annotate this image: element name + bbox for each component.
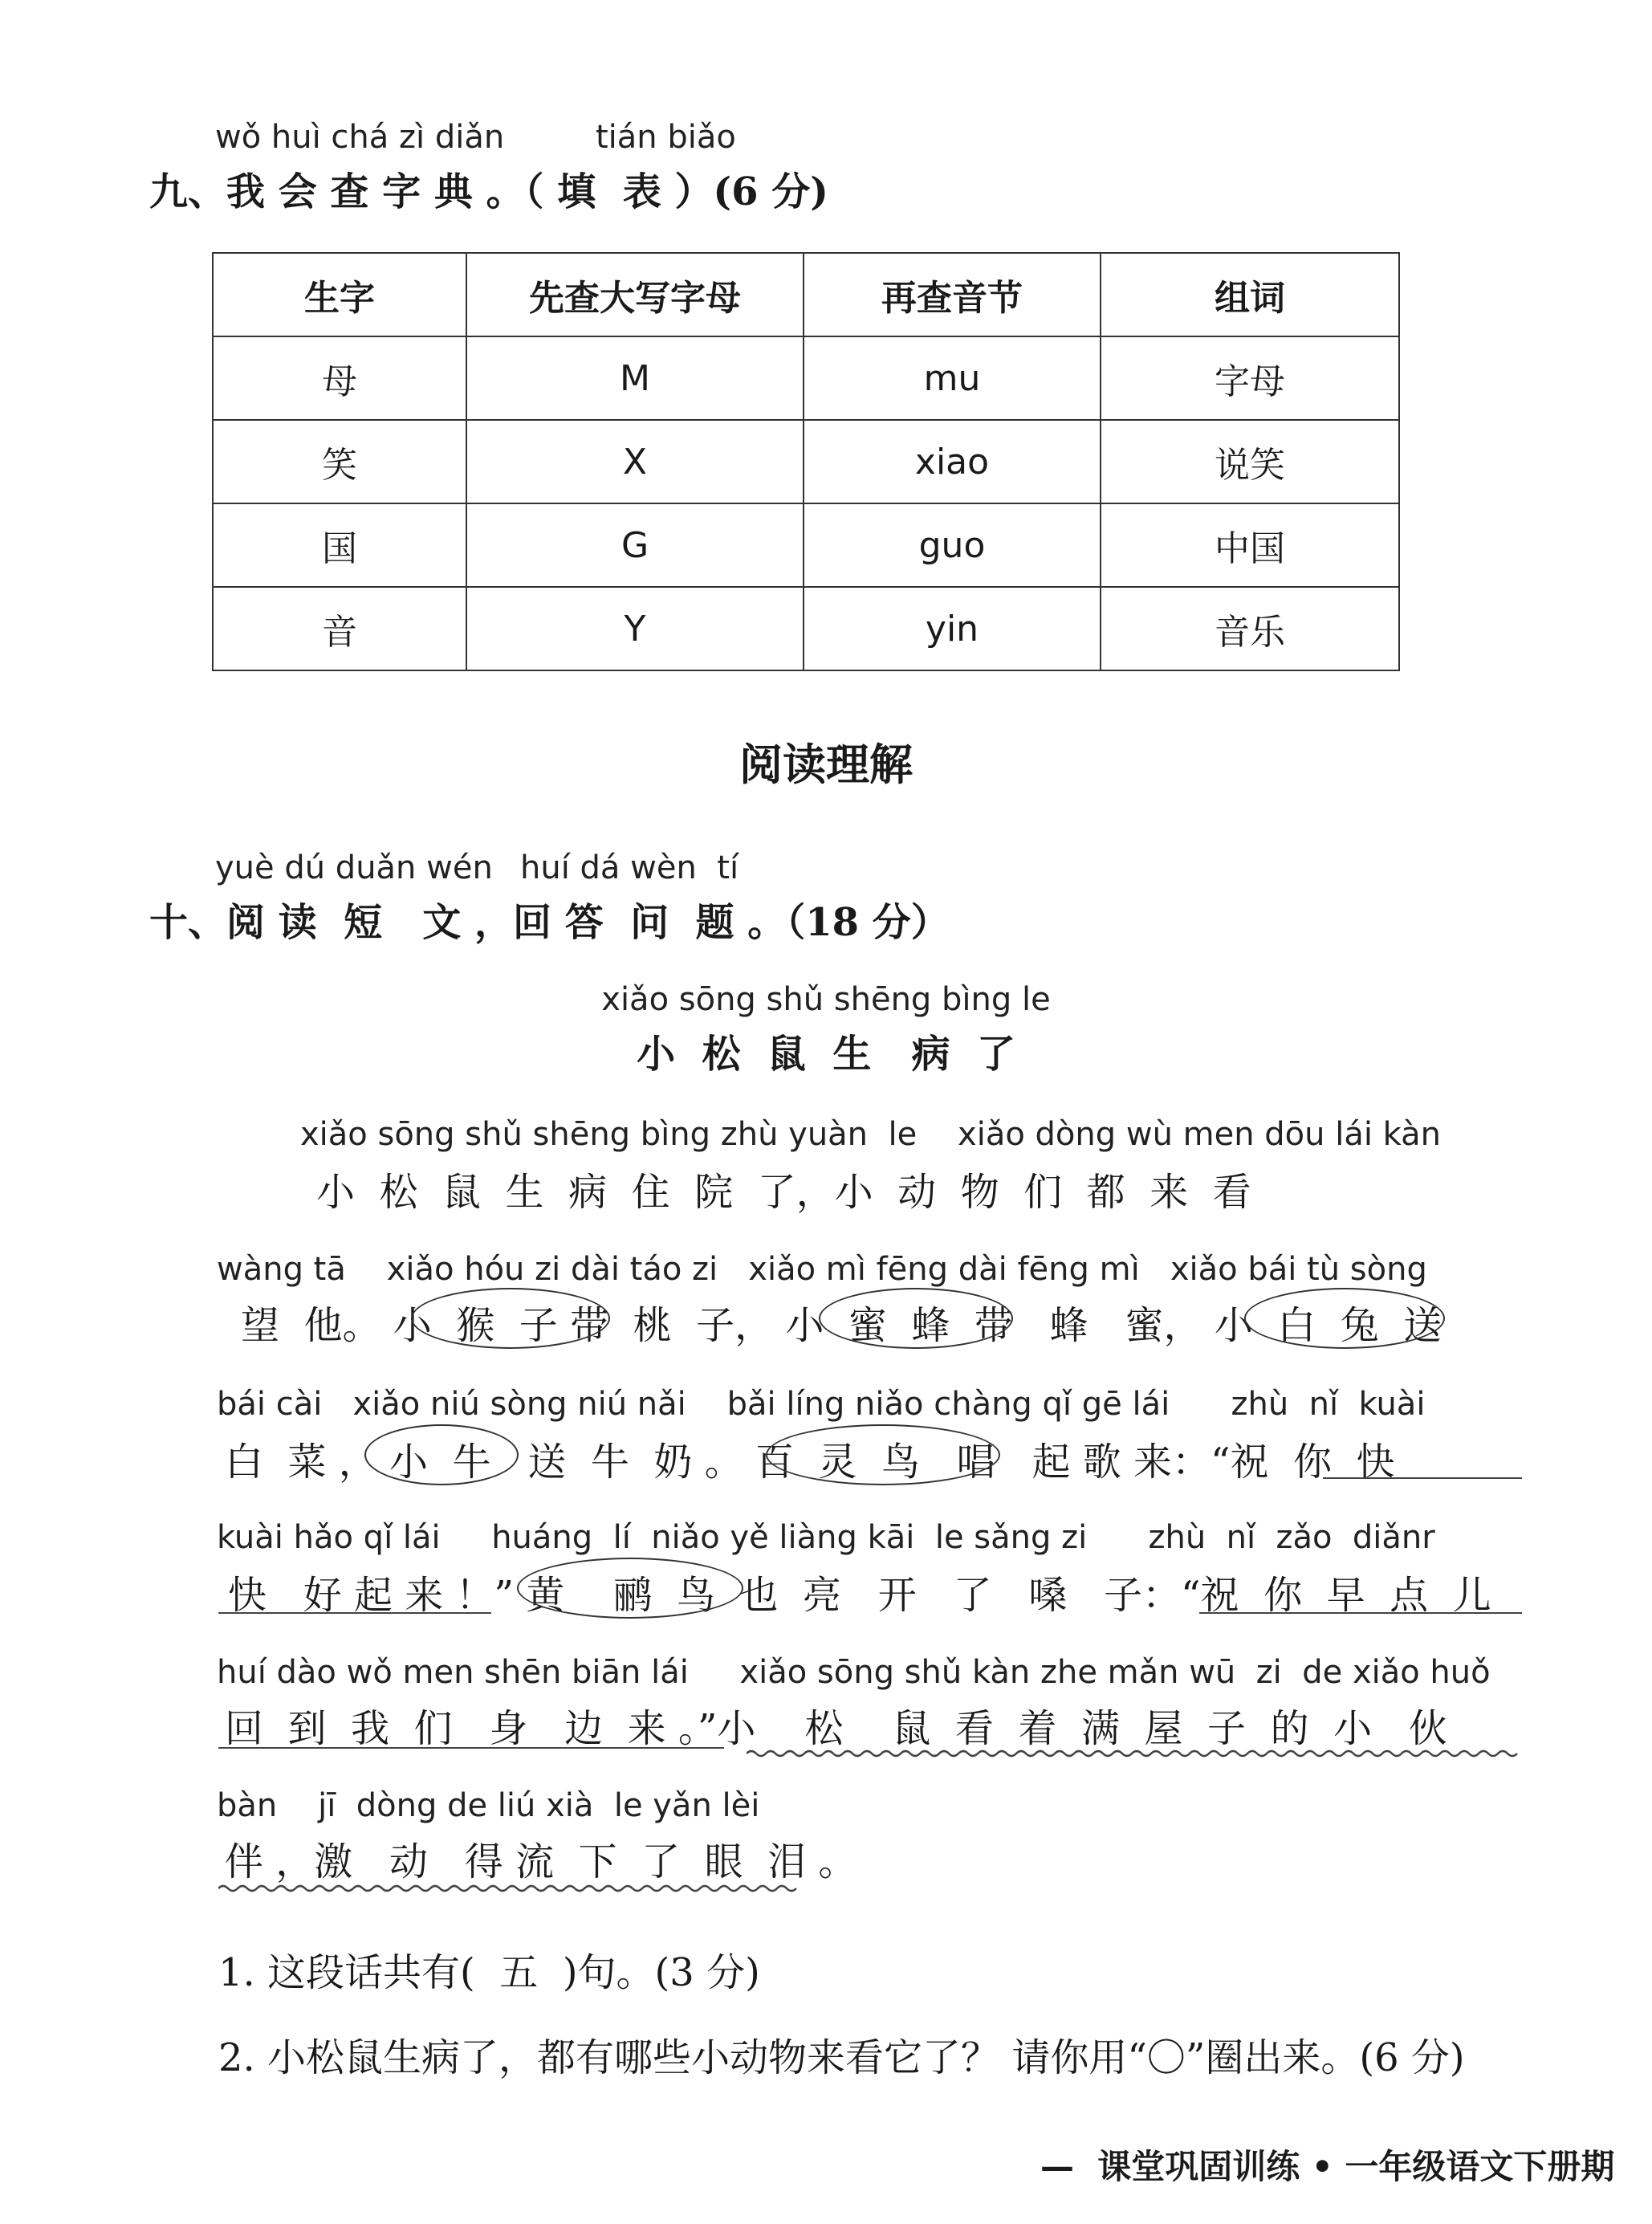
header-cell: 先查大写字母 [466, 253, 804, 336]
question-1: 1. 这段话共有( 五 )句。(3 分) [218, 1950, 760, 1995]
story-line-text: 望 他。 小 猴 子 带 桃 子， 小 蜜 蜂 带 蜂 蜜， 小 白 兔 送 [241, 1303, 1442, 1348]
table-cell: 说笑 [1101, 420, 1399, 503]
story-line-text: 小 松 鼠 生 病 住 院 了，小 动 物 们 都 来 看 [316, 1170, 1251, 1215]
dictionary-table [212, 252, 1400, 671]
story-line-pinyin: kuài hǎo qǐ lái huáng lí niǎo yě liàng kāi le sǎng zi zhù nǐ zǎo diǎnr [217, 1519, 1435, 1556]
question-2: 2. 小松鼠生病了，都有哪些小动物来看它了？ 请你用“〇”圈出来。(6 分) [218, 2035, 1465, 2080]
header-cell: 再查音节 [804, 253, 1101, 336]
q10-pinyin-left: yuè dú duǎn wén [215, 849, 493, 886]
table-cell: M [466, 336, 804, 420]
table-row [213, 336, 1399, 420]
underline [1199, 1612, 1522, 1614]
section-title: 阅读理解 [739, 739, 913, 790]
table-header-row [213, 253, 1399, 336]
story-line-text: 快 好 起 来 ！” 黄 鹂 鸟 也 亮 开 了 嗓 子：“祝 你 早 点 儿 [228, 1573, 1491, 1618]
wavy-underline [747, 1747, 1524, 1760]
story-title-pinyin: xiǎo sōng shǔ shēng bìng le [601, 981, 1051, 1018]
underline [218, 1747, 724, 1749]
header-cell: 组词 [1101, 253, 1399, 336]
table-cell: mu [804, 336, 1101, 420]
story-line-pinyin: huí dào wǒ men shēn biān lái xiǎo sōng shǔ kàn zhe mǎn wū zi de xiǎo huǒ [217, 1654, 1491, 1691]
story-line-pinyin: bàn jī dòng de liú xià le yǎn lèi [217, 1787, 760, 1824]
answer-circle [1244, 1288, 1445, 1349]
answer-circle [364, 1424, 519, 1485]
table-cell: yin [804, 587, 1101, 670]
table-cell: 中国 [1101, 503, 1399, 587]
table-row [213, 420, 1399, 503]
answer-circle [517, 1558, 743, 1619]
table-cell: 国 [213, 503, 466, 587]
q10-pinyin-right: huí dá wèn tí [520, 849, 739, 886]
table-cell: 笑 [213, 420, 466, 503]
table-cell: 音 [213, 587, 466, 670]
page-footer: — 课堂巩固训练 • 一年级语文下册期 [1040, 2147, 1615, 2186]
q10-heading: 十、阅 读 短 文 ，回 答 问 题 。（18 分） [149, 900, 950, 945]
story-line-text: 伴 ，激 动 得 流 下 了 眼 泪 。 [225, 1839, 857, 1884]
story-line-pinyin: bái cài xiǎo niú sòng niú nǎi bǎi líng niǎo chàng qǐ gē lái zhù nǐ kuài [217, 1386, 1426, 1423]
table-cell: G [466, 503, 804, 587]
table-cell: xiao [804, 420, 1101, 503]
story-line-pinyin: wàng tā xiǎo hóu zi dài táo zi xiǎo mì fēng dài fēng mì xiǎo bái tù sòng [217, 1251, 1427, 1288]
table-cell: X [466, 420, 804, 503]
answer-circle [766, 1424, 1000, 1485]
q9-pinyin-left: wǒ huì chá zì diǎn [215, 119, 505, 156]
table-row [213, 587, 1399, 670]
underline [218, 1612, 491, 1614]
answer-circle [819, 1288, 1013, 1349]
story-line-pinyin: xiǎo sōng shǔ shēng bìng zhù yuàn le xiǎo dòng wù men dōu lái kàn [300, 1116, 1441, 1153]
table-cell: Y [466, 587, 804, 670]
table-row [213, 503, 1399, 587]
header-cell: 生字 [213, 253, 466, 336]
story-line-text: 白 菜 ， 小 牛 送 牛 奶 。 百 灵 鸟 唱 起 歌 来：“祝 你 快 [225, 1440, 1395, 1485]
underline [1323, 1477, 1522, 1479]
q9-pinyin-right: tián biǎo [596, 119, 736, 156]
table-cell: guo [804, 503, 1101, 587]
wavy-underline [218, 1882, 806, 1895]
answer-circle [411, 1288, 610, 1349]
table-cell: 母 [213, 336, 466, 420]
story-line-text: 回 到 我 们 身 边 来 。”小 松 鼠 看 着 满 屋 子 的 小 伙 [225, 1706, 1447, 1751]
story-title: 小 松 鼠 生 病 了 [637, 1032, 1015, 1077]
table-cell: 字母 [1101, 336, 1399, 420]
table-cell: 音乐 [1101, 587, 1399, 670]
q9-heading: 九、我 会 查 字 典 。（ 填 表 ）(6 分) [149, 169, 828, 214]
